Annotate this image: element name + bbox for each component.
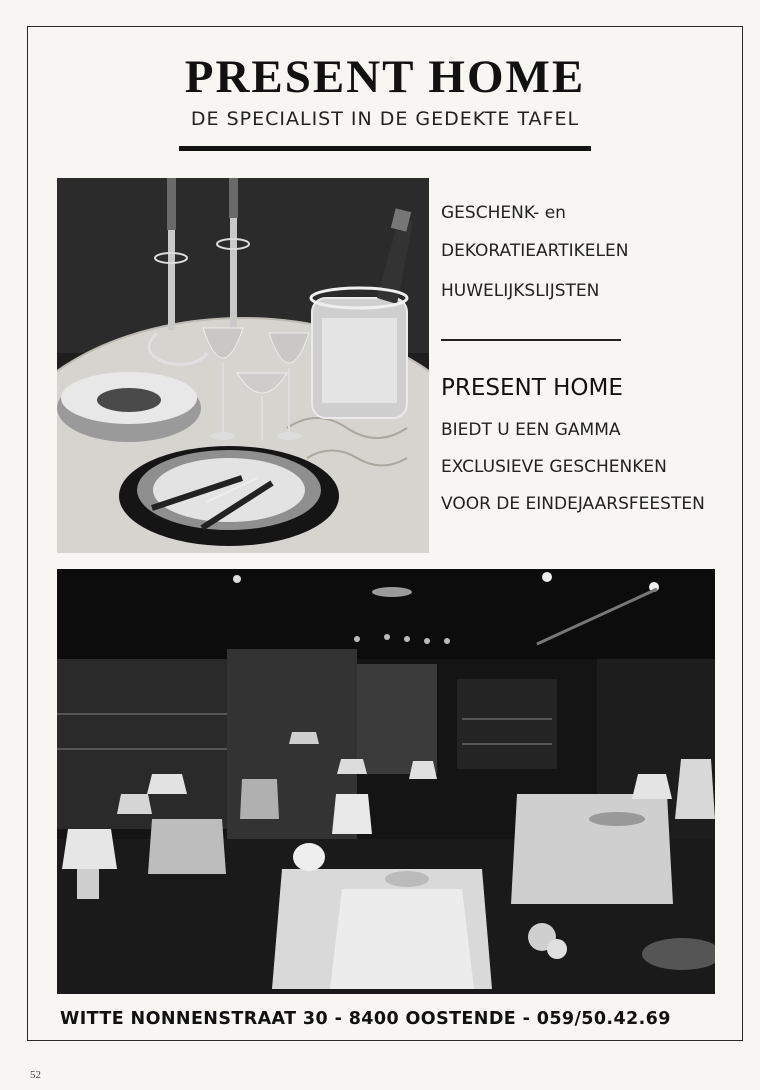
side-line-1: GESCHENK- en [441, 203, 566, 223]
side-heading: PRESENT HOME [441, 375, 623, 401]
side-line-4: BIEDT U EEN GAMMA [441, 420, 621, 440]
ad-title: PRESENT HOME [184, 51, 586, 103]
page-number: 52 [30, 1069, 41, 1081]
table-setting-photo [57, 178, 429, 553]
address-line: WITTE NONNENSTRAAT 30 - 8400 OOSTENDE - 059/50.42.69 [60, 1009, 671, 1029]
side-line-5: EXCLUSIEVE GESCHENKEN [441, 457, 667, 477]
shop-interior-photo [57, 569, 715, 994]
title-underline [179, 146, 591, 151]
side-line-3: HUWELIJKSLIJSTEN [441, 281, 600, 301]
side-line-6: VOOR DE EINDEJAARSFEESTEN [441, 494, 705, 514]
side-line-2: DEKORATIEARTIKELEN [441, 241, 629, 261]
side-divider [441, 339, 621, 341]
ad-subtitle: DE SPECIALIST IN DE GEDEKTE TAFEL [190, 108, 580, 130]
